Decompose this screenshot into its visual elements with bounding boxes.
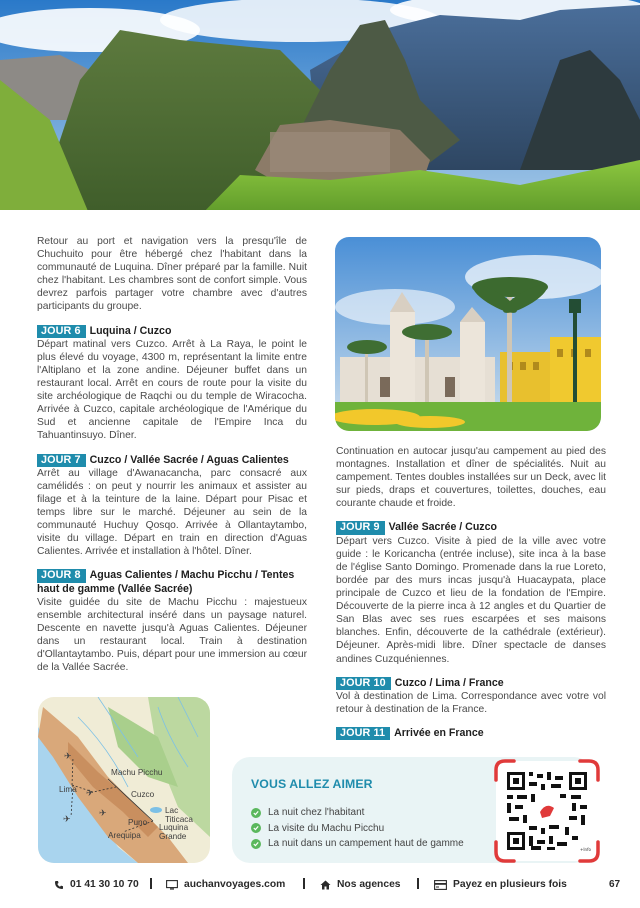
highlight-item <box>251 821 464 837</box>
check-icon <box>251 808 261 818</box>
day-11 <box>336 727 606 740</box>
phone-number: 01 41 30 10 70 <box>70 879 139 890</box>
day-9 <box>336 521 606 665</box>
svg-text:✈: ✈ <box>99 809 107 819</box>
day-description: Départ matinal vers Cuzco. Arrêt à La Raya, le point le plus élevé du voyage, 4300 m, représentant la limite entre l'Altiplano et la zone andine. Déjeuner buffet dans un restaurant local. Arrêt en cours de route pour la visite du site archéologique de Raqchi ou du temple de Wiracocha. Arrivée à Cuzco, capitale archéologique de l'Amérique du Sud et ancienne capitale de l'Empire Inca du Tahuantinsuyo. Dîner. <box>37 338 307 442</box>
map-label-machu-picchu: Machu Picchu <box>111 768 163 777</box>
highlights-title: VOUS ALLEZ AIMER <box>251 777 373 791</box>
svg-text:✈: ✈ <box>63 815 71 825</box>
map-label-lac-titicaca: Lac Titicaca <box>165 806 193 824</box>
day-title: Cuzco / Vallée Sacrée / Aguas Calientes <box>89 453 289 466</box>
footer-bar <box>0 876 640 896</box>
monitor-icon <box>166 880 178 890</box>
map-label-lima: Lima <box>59 785 77 794</box>
footer-phone[interactable] <box>54 879 139 890</box>
day-heading <box>37 569 307 595</box>
day-title: Vallée Sacrée / Cuzco <box>388 521 497 534</box>
day-description: Départ vers Cuzco. Visite à pied de la ville avec votre guide : le Koricancha (entrée incluse), site inca à la base de l'église Santo Domingo. Promenade dans la rue Loreto, bordée par des murs incas jusqu'à Huacaypata, place principale de Cuzco et lieu de la fondation de l'Empire. Découverte de la pierre inca à 12 angles et du Quartier de San Blas avec ses rues escarpées et ses maisons blanches. Enfin, découverte de la cathédrale (extérieur). Déjeuner. Après-midi libre. Dîner spectacle de danses andines Cuzquéniennes. <box>336 535 606 665</box>
day-heading <box>37 454 307 467</box>
day-description: Arrêt au village d'Awanacancha, parc consacré aux camélidés : on peut y nourrir les animaux et assister au filage et à la teinture de la laine. Départ pour Pisac et temps libre sur le marché. Déjeuner au sein de la communauté Huchuy Qosqo. Arrivée à Ollantaytambo, visite du village. Départ en train en direction d'Aguas Calientes. Arrivée et installation à l'hôtel. Dîner. <box>37 467 307 558</box>
svg-text:✈: ✈ <box>64 752 72 762</box>
svg-text:✈: ✈ <box>86 789 94 799</box>
payment-link: Payez en plusieurs fois <box>453 879 567 890</box>
day-6 <box>37 325 307 443</box>
footer-agencies[interactable] <box>320 879 401 890</box>
map-label-cuzco: Cuzco <box>131 790 155 799</box>
day-description: Vol à destination de Lima. Correspondance avec votre vol retour à destination de la France. <box>336 690 606 715</box>
day-8-continuation: Continuation en autocar jusqu'au campement au pied des montagnes. Installation et dîner de spécialités. Nuit au campement. Tentes doubles installées sur un Deck, avec lit sur pieds, draps et couvertures, toilettes, douches, eau courante chaude et froide. <box>336 446 606 510</box>
day-heading <box>336 521 606 534</box>
footer-separator <box>303 878 305 889</box>
map-label-puno: Puno <box>128 818 148 827</box>
qr-code[interactable] <box>492 758 602 864</box>
check-icon <box>251 823 261 833</box>
map-label-luquina-grande: Luquina Grande <box>159 823 189 841</box>
day-badge: JOUR 7 <box>37 454 86 467</box>
footer-payment[interactable] <box>434 879 567 890</box>
page-number: 67 <box>609 879 621 890</box>
day-badge: JOUR 6 <box>37 325 86 338</box>
highlight-text: La nuit dans un campement haut de gamme <box>268 838 464 849</box>
day-title: Luquina / Cuzco <box>89 324 172 337</box>
day-badge: JOUR 8 <box>37 569 86 582</box>
agencies-link: Nos agences <box>337 879 401 890</box>
itinerary-right-column <box>336 445 606 751</box>
credit-card-icon <box>434 880 447 890</box>
highlight-text: La visite du Machu Picchu <box>268 822 385 834</box>
day-badge: JOUR 11 <box>336 727 390 740</box>
itinerary-left-column <box>37 235 307 685</box>
day-heading <box>37 325 307 338</box>
footer-separator <box>417 878 419 889</box>
day-description: Visite guidée du site de Machu Picchu : majestueux ensemble architectural inséré dans un paysage naturel. Descente en navette jusqu'à Aguas Calientes. Déjeuner dans un restaurant local. Train à destination d'Ollantaytambo. Puis, départ pour une immersion au cœur de la Vallée Sacrée. <box>37 596 307 674</box>
footer-website[interactable] <box>166 879 285 890</box>
photo-lima-plaza-de-armas <box>335 237 601 431</box>
check-icon <box>251 839 261 849</box>
highlights-list <box>251 805 464 852</box>
home-icon <box>320 880 331 890</box>
phone-icon <box>54 880 64 890</box>
route-map-peru <box>38 697 210 863</box>
day-title: Cuzco / Lima / France <box>394 676 504 689</box>
highlight-text: La nuit chez l'habitant <box>268 807 365 818</box>
day-title: Arrivée en France <box>394 727 484 739</box>
day-7 <box>37 454 307 559</box>
map-label-arequipa: Arequipa <box>108 831 141 840</box>
day-8 <box>37 569 307 674</box>
day-10 <box>336 677 606 716</box>
hero-photo-machu-picchu <box>0 0 640 216</box>
day-badge: JOUR 9 <box>336 521 385 534</box>
highlight-item <box>251 805 464 821</box>
intro-paragraph: Retour au port et navigation vers la presqu'île de Chuchuito pour être hébergé chez l'habitant dans la communauté de Luquina. Dîner préparé par la famille. Nuit chez l'habitant. Les chambres sont de confort simple. Vous devrez parfois partager votre chambre avec d'autres participants du groupe. <box>37 236 307 313</box>
qr-caption: +Info <box>580 847 591 852</box>
day-title: Aguas Calientes / Machu Picchu / Tentes haut de gamme (Vallée Sacrée) <box>37 569 295 595</box>
day-badge: JOUR 10 <box>336 677 391 690</box>
day-heading <box>336 727 606 740</box>
website-link: auchanvoyages.com <box>184 879 286 890</box>
footer-separator <box>150 878 152 889</box>
day-heading <box>336 677 606 690</box>
highlight-item <box>251 836 464 852</box>
